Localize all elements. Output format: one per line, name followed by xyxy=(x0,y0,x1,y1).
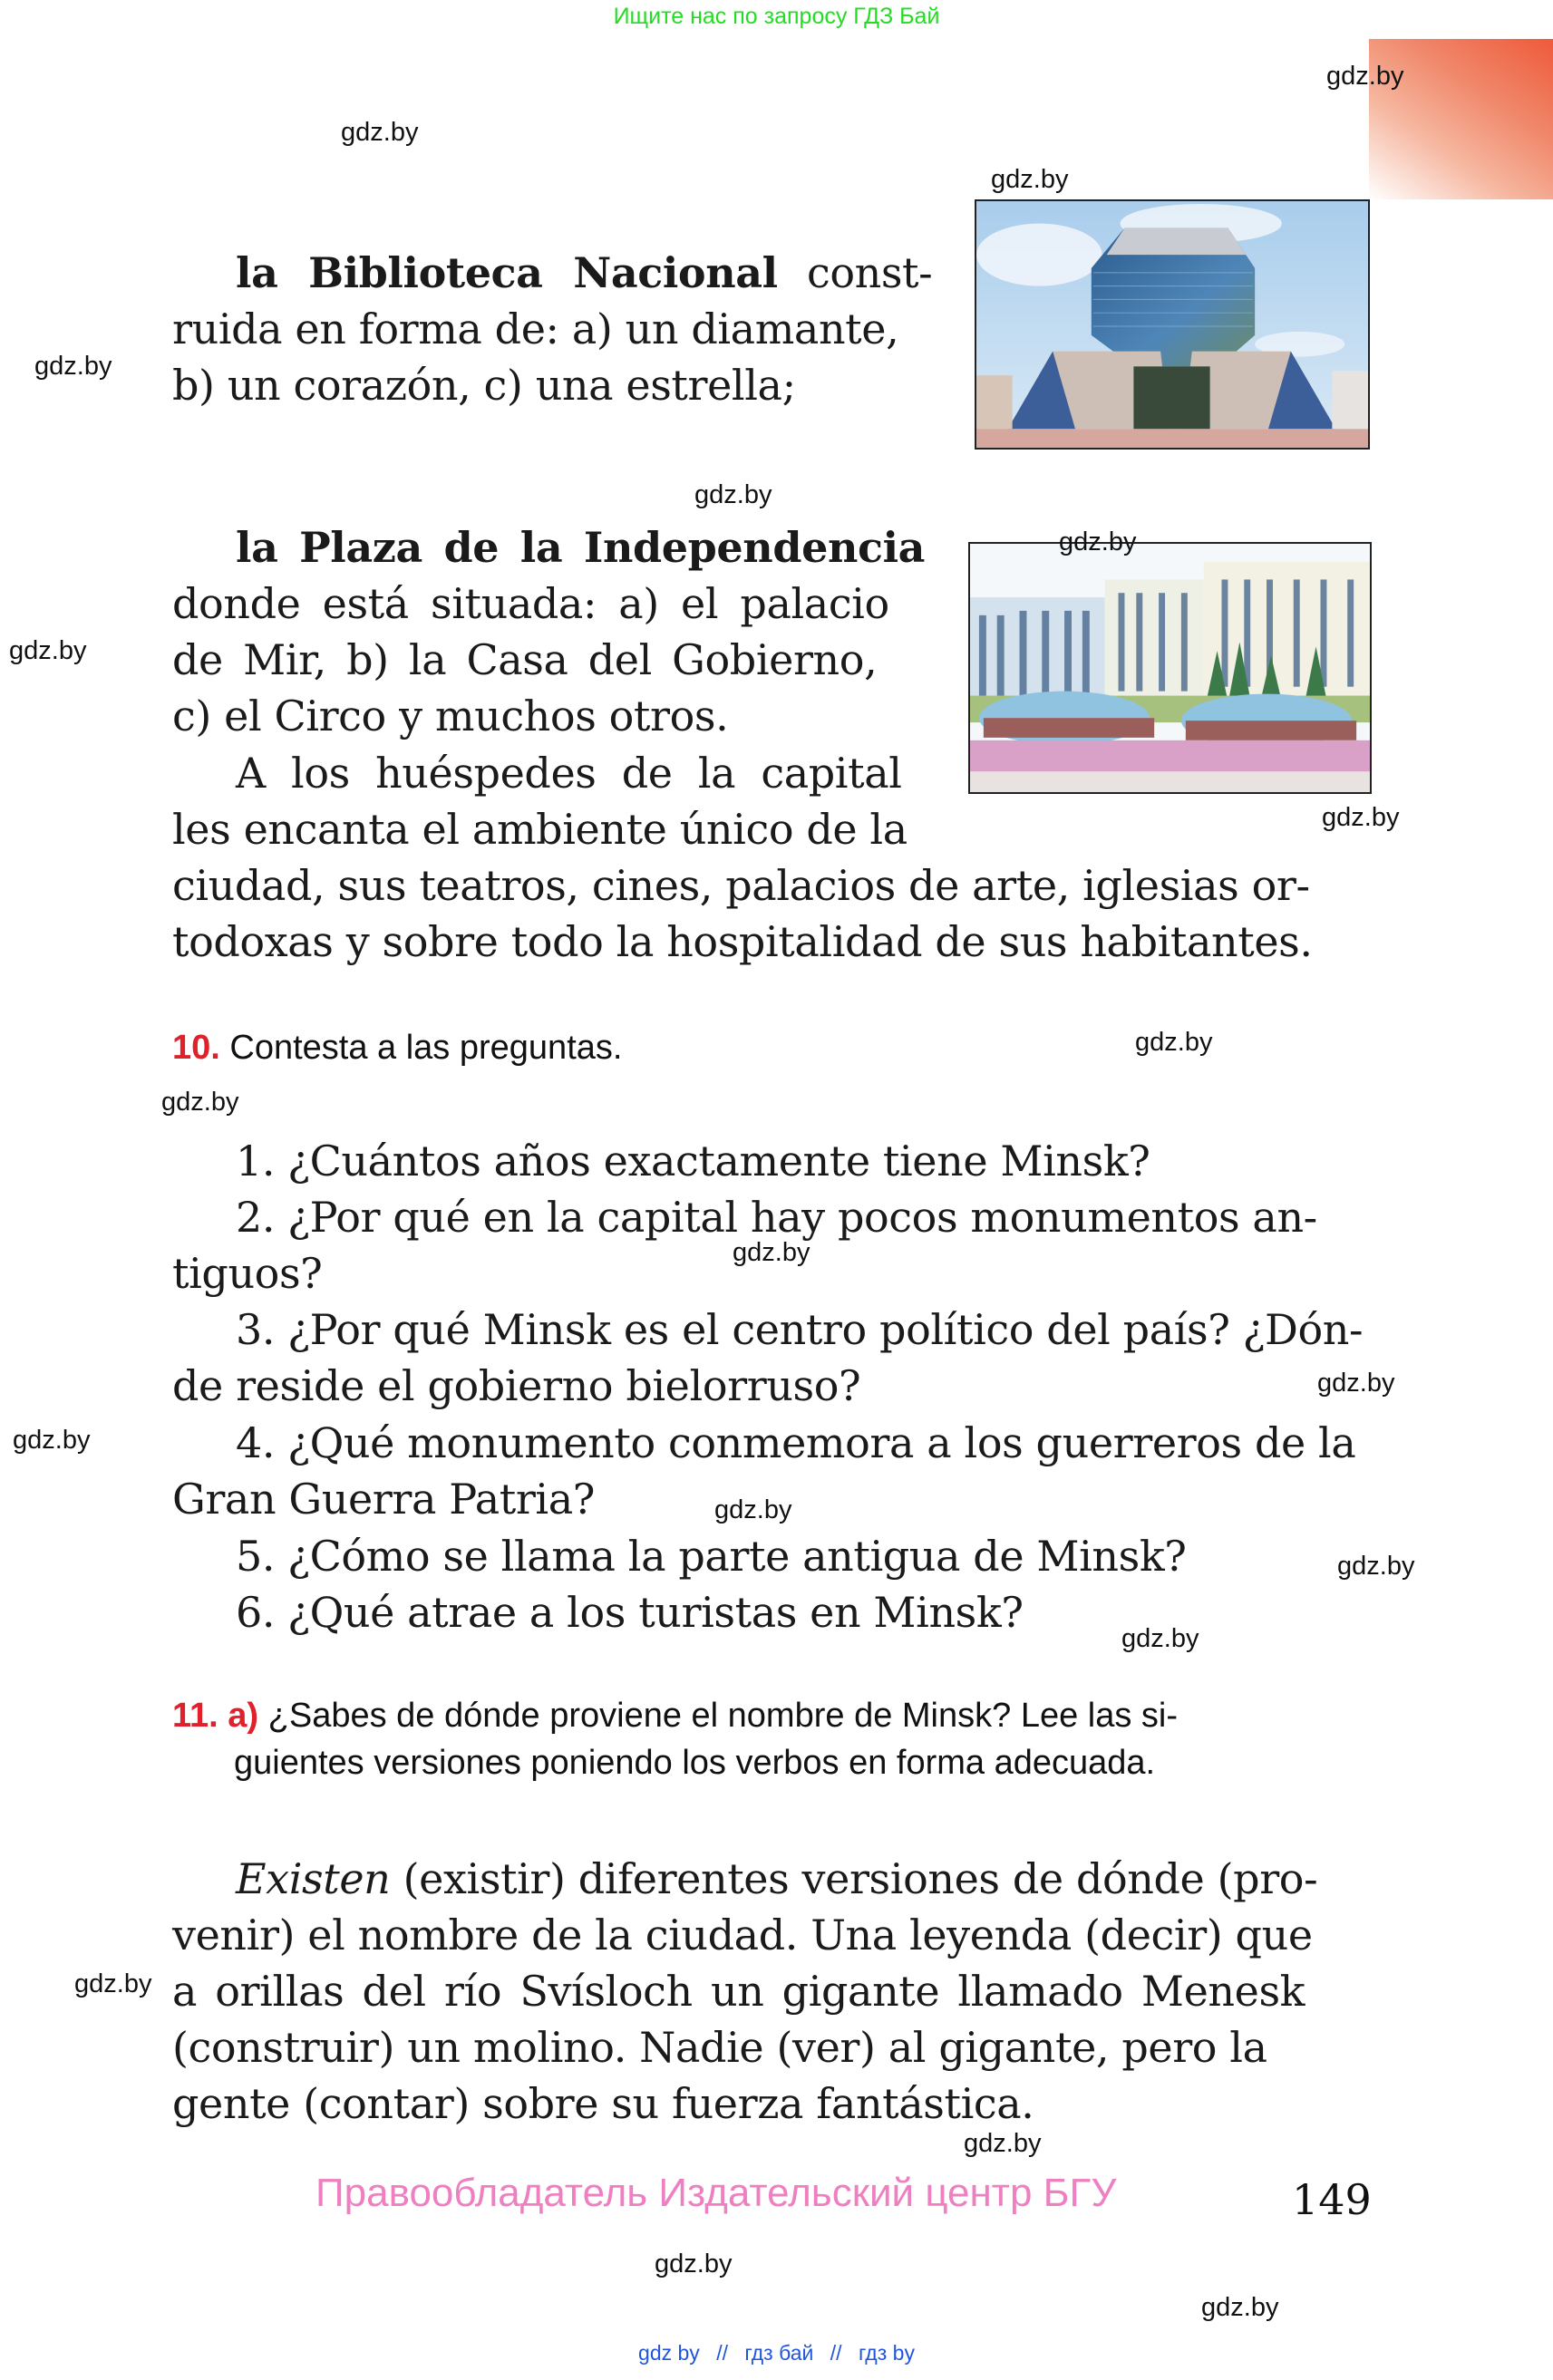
footer-link-gdz-bai[interactable]: гдз бай xyxy=(744,2341,814,2365)
exercise-11-instruction-1: ¿Sabes de dónde proviene el nombre de Minsk? Lee las si- xyxy=(267,1697,1179,1735)
question-4: 4. ¿Qué monumento conmemora a los guerreros de la xyxy=(236,1418,1356,1467)
library-image-icon xyxy=(976,201,1368,448)
watermark: gdz.by xyxy=(34,352,112,381)
watermark: gdz.by xyxy=(694,480,772,509)
library-photo xyxy=(975,199,1370,450)
watermark: gdz.by xyxy=(1322,803,1400,832)
library-line-3: b) un corazón, c) una estrella; xyxy=(172,361,796,410)
watermark: gdz.by xyxy=(74,1969,152,1998)
copyright-holder: Правообладатель Издательский центр БГУ xyxy=(315,2171,1117,2215)
question-4-cont: Gran Guerra Patria? xyxy=(172,1475,596,1524)
legend-line-3: a orillas del río Svísloch un gigante llamado Menesk xyxy=(172,1967,1305,2016)
watermark: gdz.by xyxy=(9,636,87,665)
watermark: gdz.by xyxy=(161,1088,239,1117)
exercise-11-instruction-2: guientes versiones poniendo los verbos en forma adecuada. xyxy=(234,1744,1156,1782)
guests-line-1: A los huéspedes de la capital xyxy=(236,749,902,798)
guests-line-2: les encanta el ambiente único de la xyxy=(172,805,908,854)
example-verb: Existen xyxy=(236,1854,391,1903)
search-banner: Ищите нас по запросу ГДЗ Бай xyxy=(613,4,940,29)
watermark: gdz.by xyxy=(991,165,1069,194)
plaza-term: la Plaza de la Independencia xyxy=(236,523,926,572)
watermark: gdz.by xyxy=(1326,62,1404,91)
question-3-cont: de reside el gobierno bielorruso? xyxy=(172,1361,861,1410)
watermark: gdz.by xyxy=(341,118,419,147)
question-5: 5. ¿Cómo se llama la parte antigua de Minsk? xyxy=(236,1532,1187,1581)
guests-line-4: todoxas y sobre todo la hospitalidad de sus habitantes. xyxy=(172,917,1313,966)
exercise-11-heading xyxy=(172,1697,1178,1736)
exercise-11-number: 11. a) xyxy=(172,1697,259,1735)
watermark: gdz.by xyxy=(1201,2293,1279,2322)
watermark: gdz.by xyxy=(733,1238,810,1267)
watermark: gdz.by xyxy=(655,2249,733,2278)
legend-line-5: gente (contar) sobre su fuerza fantástica. xyxy=(172,2079,1034,2128)
question-3: 3. ¿Por qué Minsk es el centro político del país? ¿Dón- xyxy=(236,1305,1364,1354)
footer-separator: // xyxy=(830,2341,842,2365)
plaza-photo xyxy=(968,542,1372,794)
footer-links xyxy=(0,2341,1553,2365)
plaza-line-4: c) el Circo y muchos otros. xyxy=(172,692,729,740)
plaza-line-2: donde está situada: a) el palacio xyxy=(172,579,889,628)
watermark: gdz.by xyxy=(1337,1552,1415,1581)
question-2-cont: tiguos? xyxy=(172,1249,323,1298)
exercise-10-number: 10. xyxy=(172,1029,220,1067)
exercise-10-instruction: Contesta a las preguntas. xyxy=(229,1029,623,1067)
plaza-line-1 xyxy=(236,519,925,576)
exercise-10-heading xyxy=(172,1029,622,1068)
page-number: 149 xyxy=(1292,2175,1372,2224)
question-1: 1. ¿Cuántos años exactamente tiene Minsk? xyxy=(236,1137,1150,1185)
watermark: gdz.by xyxy=(1059,527,1137,556)
plaza-image-icon xyxy=(970,544,1370,792)
footer-link-gdz-by[interactable]: gdz by xyxy=(638,2341,700,2365)
watermark: gdz.by xyxy=(13,1426,91,1455)
watermark: gdz.by xyxy=(964,2129,1042,2158)
question-2: 2. ¿Por qué en la capital hay pocos monumentos an- xyxy=(236,1193,1317,1242)
footer-link-gdz-by-cyr[interactable]: гдз by xyxy=(858,2341,915,2365)
footer-separator: // xyxy=(716,2341,728,2365)
watermark: gdz.by xyxy=(1317,1369,1395,1398)
library-line-1: la Biblioteca Nacional const- xyxy=(236,248,933,297)
legend-line-4: (construir) un molino. Nadie (ver) al gigante, pero la xyxy=(172,2023,1267,2072)
question-6: 6. ¿Qué atrae a los turistas en Minsk? xyxy=(236,1588,1024,1637)
plaza-line-3: de Mir, b) la Casa del Gobierno, xyxy=(172,635,878,684)
guests-line-3: ciudad, sus teatros, cines, palacios de arte, iglesias or- xyxy=(172,861,1310,910)
watermark: gdz.by xyxy=(714,1495,792,1524)
legend-line-2: venir) el nombre de la ciudad. Una leyenda (decir) que xyxy=(172,1911,1313,1959)
library-line-2: ruida en forma de: a) un diamante, xyxy=(172,305,899,353)
watermark: gdz.by xyxy=(1121,1624,1199,1653)
watermark: gdz.by xyxy=(1135,1028,1213,1057)
library-term: la Biblioteca Nacional xyxy=(236,248,778,297)
legend-line-1: Existen (existir) diferentes versiones de dónde (pro- xyxy=(236,1854,1318,1903)
